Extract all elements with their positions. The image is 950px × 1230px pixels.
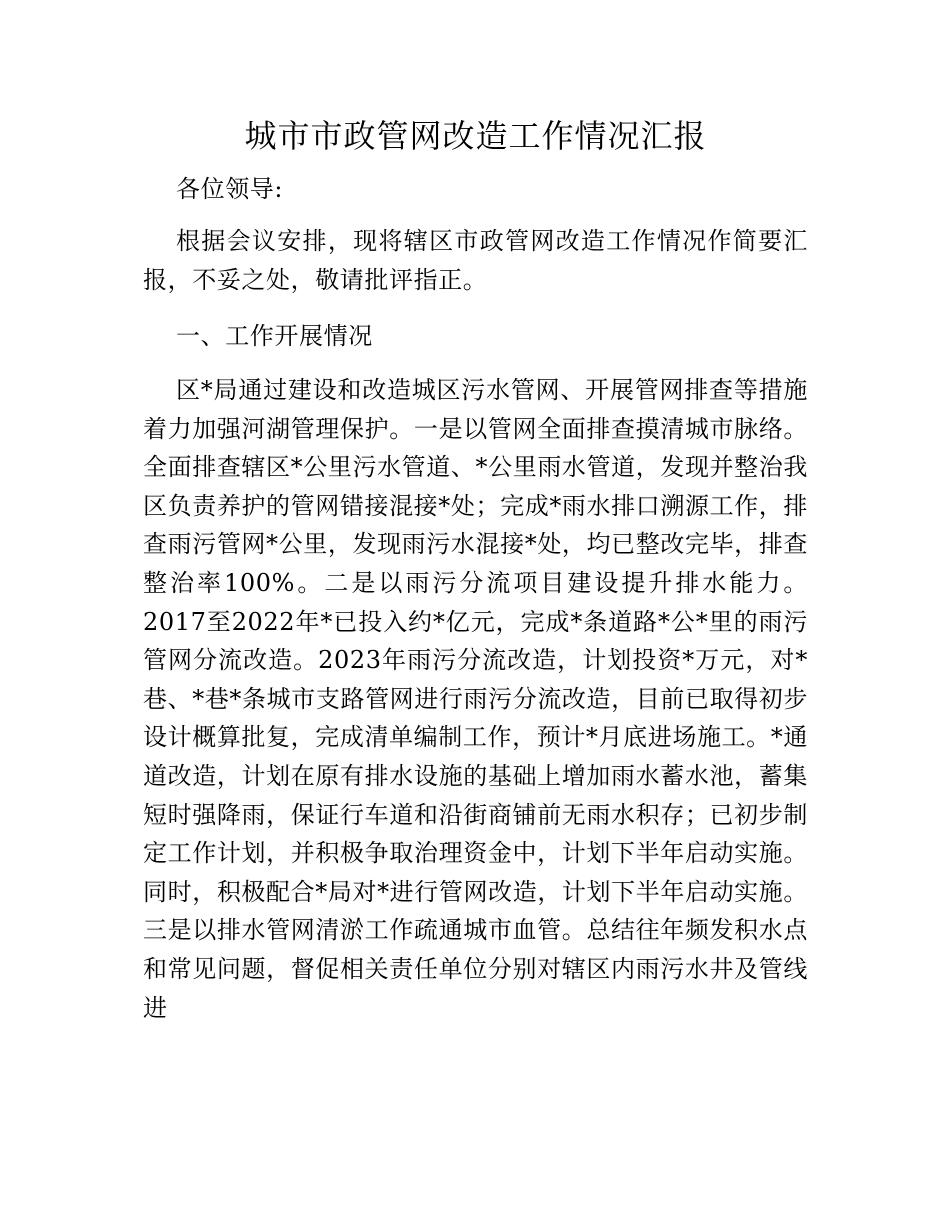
section-heading: 一、工作开展情况 [176, 322, 373, 350]
intro-paragraph: 根据会议安排，现将辖区市政管网改造工作情况作简要汇报，不妥之处，敬请批评指正。 [143, 227, 808, 294]
salutation: 各位领导: [176, 175, 284, 203]
document-title: 城市市政管网改造工作情况汇报 [244, 117, 707, 155]
main-paragraph: 区*局通过建设和改造城区污水管网、开展管网排查等措施着力加强河湖管理保护。一是以管网全面排查摸清城市脉络。全面排查辖区*公里污水管道、*公里雨水管道，发现并整治我区负责养护的管网错接混接*处；完成*雨水排口溯源工作，排查雨污管网*公里，发现雨污水混接*处，均已整改完毕，排查整治率100%。二是以雨污分流项目建设提升排水能力。2017至2022年*已投入约*亿元，完成*条道路*公*里的雨污管网分流改造。2023年雨污分流改造，计划投资*万元，对*巷、*巷*条城市支路管网进行雨污分流改造，目前已取得初步设计概算批复，完成清单编制工作，预计*月底进场施工。*通道改造，计划在原有排水设施的基础上增加雨水蓄水池，蓄集短时强降雨，保证行车道和沿街商铺前无雨水积存；已初步制定工作计划，并积极争取治理资金中，计划下半年启动实施。同时，积极配合*局对*进行管网改造，计划下半年启动实施。三是以排水管网清淤工作疏通城市血管。总结往年频发积水点和常见问题，督促相关责任单位分别对辖区内雨污水井及管线进 [143, 376, 808, 1022]
